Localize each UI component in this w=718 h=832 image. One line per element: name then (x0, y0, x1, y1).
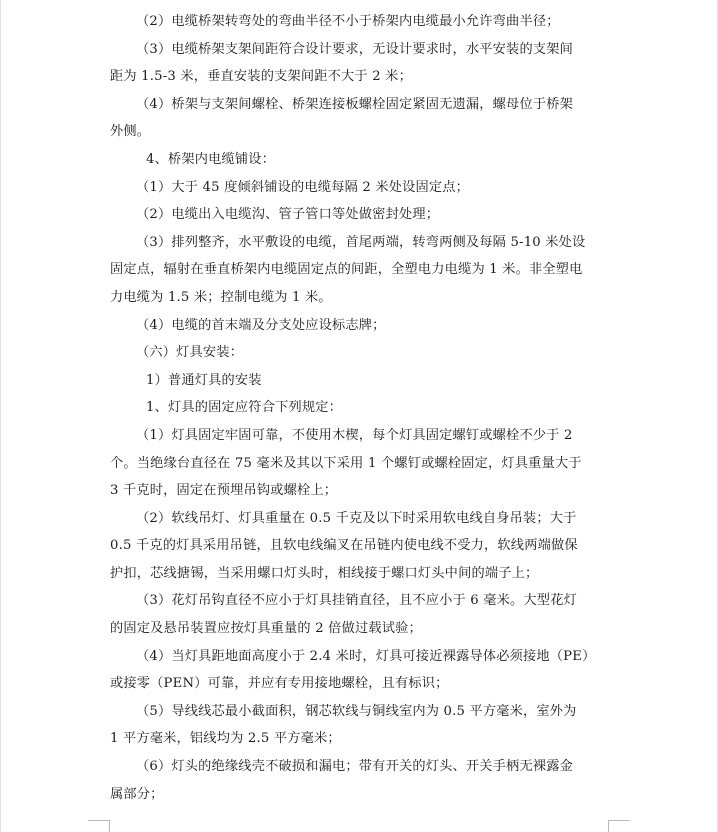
text-line: （6）灯头的绝缘线壳不破损和漏电；带有开关的灯头、开关手柄无裸露金 (136, 759, 573, 775)
text-line: 或接零（PEN）可靠，并应有专用接地螺栓，且有标识； (110, 676, 449, 692)
text-line: （1）灯具固定牢固可靠，不使用木楔，每个灯具固定螺钉或螺栓不少于 2 (136, 427, 573, 443)
text-line: （4）桥架与支架间螺栓、桥架连接板螺栓固定紧固无遗漏，螺母位于桥架 (136, 96, 573, 112)
text-line: （2）软线吊灯、灯具重量在 0.5 千克及以下时采用软电线自身吊装；大于 (136, 510, 577, 526)
text-line: 3 千克时，固定在预埋吊钩或螺栓上； (110, 483, 338, 499)
text-line: 外侧。 (110, 124, 151, 140)
text-line: 0.5 千克的灯具采用吊链，且软电线编叉在吊链内使电线不受力，软线两端做保 (110, 538, 578, 554)
text-line: （2）电缆出入电缆沟、管子管口等处做密封处理； (136, 207, 440, 223)
text-line: （2）电缆桥架转弯处的弯曲半径不小于桥架内电缆最小允许弯曲半径； (136, 14, 560, 29)
crop-mark-bottom-right-vertical (608, 820, 609, 832)
crop-mark-bottom-right (608, 820, 630, 821)
text-line: 力电缆为 1.5 米；控制电缆为 1 米。 (110, 289, 332, 305)
crop-mark-bottom-left (88, 820, 110, 821)
text-line: （5）导线线芯最小截面积，钢芯软线与铜线室内为 0.5 平方毫米，室外为 (136, 703, 577, 719)
text-line: 的固定及悬吊装置应按灯具重量的 2 倍做过载试验； (110, 621, 422, 637)
text-line: 距为 1.5-3 米，垂直安装的支架间距不大于 2 米； (110, 69, 412, 85)
text-line: （3）电缆桥架支架间距符合设计要求，无设计要求时，水平安装的支架间 (136, 41, 573, 57)
document-body (110, 8, 610, 808)
text-line: 个。当绝缘台直径在 75 毫米及其以下采用 1 个螺钉或螺栓固定，灯具重量大于 (110, 455, 582, 471)
text-line: （4）当灯具距地面高度小于 2.4 米时，灯具可接近裸露导体必须接地（PE） (136, 648, 596, 664)
text-line: 1、灯具的固定应符合下列规定： (146, 400, 343, 416)
text-line: （3）排列整齐，水平敷设的电缆，首尾两端，转弯两侧及每隔 5-10 米处设 (136, 234, 586, 250)
text-line: （1）大于 45 度倾斜铺设的电缆每隔 2 米处设固定点； (136, 179, 470, 195)
text-line: 属部分； (110, 786, 164, 802)
page-left-edge (0, 0, 1, 832)
text-line: 固定点，辐射在垂直桥架内电缆固定点的间距，全塑电力电缆为 1 米。非全塑电 (110, 262, 583, 278)
crop-mark-bottom-left-vertical (109, 820, 110, 832)
text-line: 1 平方毫米，铝线均为 2.5 平方毫米； (110, 731, 341, 747)
text-line: 1）普通灯具的安装 (146, 372, 262, 388)
text-line: 护扣，芯线搪锡，当采用螺口灯头时，相线接于螺口灯头中间的端子上； (110, 565, 539, 581)
text-line: （4）电缆的首末端及分支处应设标志牌； (136, 317, 386, 333)
text-line: （3）花灯吊钩直径不应小于灯具挂销直径，且不应小于 6 毫米。大型花灯 (136, 593, 577, 609)
text-line: （六）灯具安装： (136, 345, 244, 361)
text-line: 4、桥架内电缆铺设： (146, 151, 276, 167)
